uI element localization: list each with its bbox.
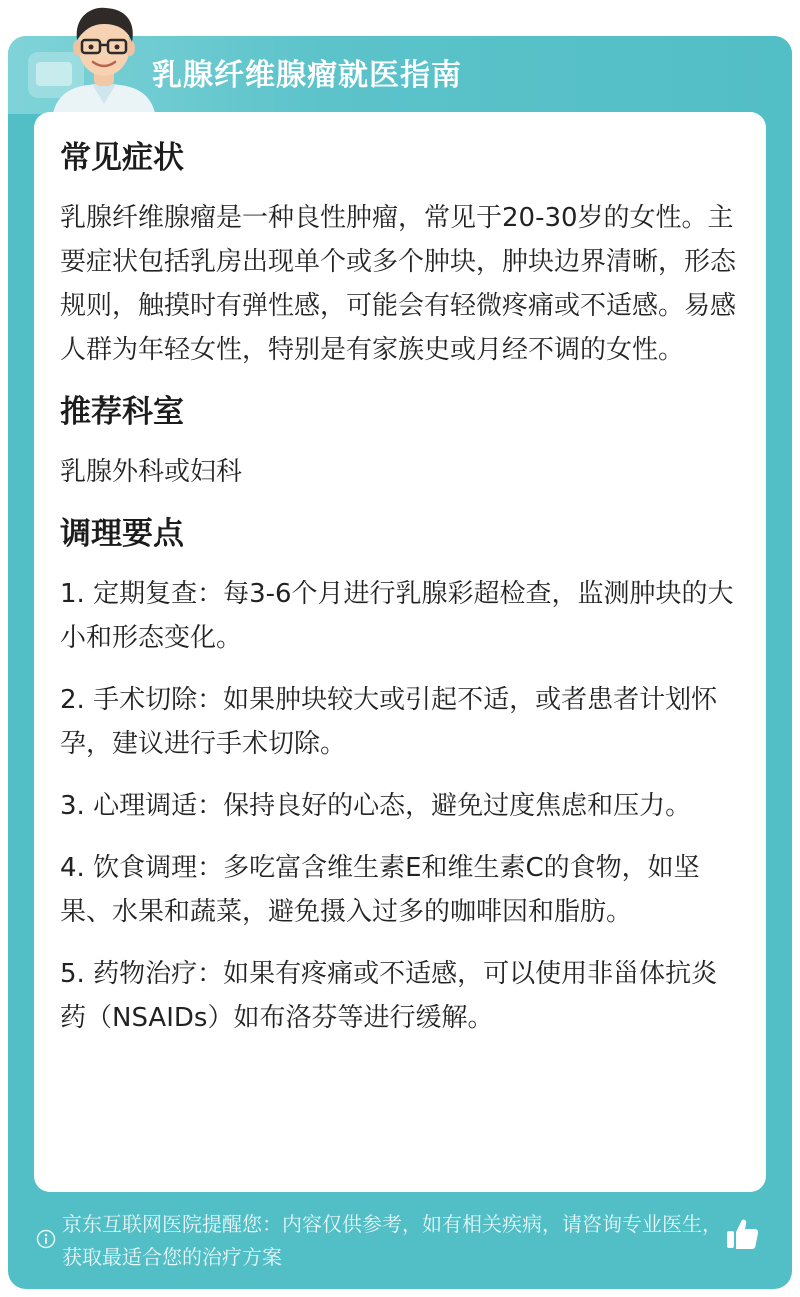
list-item: 4. 饮食调理：多吃富含维生素E和维生素C的食物，如坚果、水果和蔬菜，避免摄入过多的咖啡因和脂肪。 [60, 853, 700, 927]
info-icon [36, 1229, 56, 1249]
doctor-avatar [44, 0, 164, 118]
section-title: 调理要点 [60, 516, 184, 552]
disclaimer-text: 京东互联网医院提醒您：内容仅供参考，如有相关疾病，请咨询专业医生，获取最适合您的治疗方案 [62, 1212, 722, 1269]
section-symptoms [60, 136, 742, 372]
list-item: 3. 心理调适：保持良好的心态，避免过度焦虑和压力。 [60, 791, 692, 821]
section-title: 推荐科室 [60, 394, 184, 430]
section-paragraph: 乳腺纤维腺瘤是一种良性肿瘤，常见于20-30岁的女性。主要症状包括乳房出现单个或多个肿块，肿块边界清晰，形态规则，触摸时有弹性感，可能会有轻微疼痛或不适感。易感人群为年轻女性，特别是有家族史或月经不调的女性。 [60, 203, 737, 365]
thumbs-up-icon[interactable] [724, 1216, 760, 1252]
section-title: 常见症状 [60, 140, 184, 176]
page-title: 乳腺纤维腺瘤就医指南 [152, 58, 462, 93]
content-card [34, 112, 766, 1192]
section-department [60, 390, 742, 494]
list-item: 1. 定期复查：每3-6个月进行乳腺彩超检查，监测肿块的大小和形态变化。 [60, 579, 734, 653]
list-item: 5. 药物治疗：如果有疼痛或不适感，可以使用非甾体抗炎药（NSAIDs）如布洛芬等进行缓解。 [60, 959, 718, 1033]
list-item: 2. 手术切除：如果肿块较大或引起不适，或者患者计划怀孕，建议进行手术切除。 [60, 685, 718, 759]
section-paragraph: 乳腺外科或妇科 [60, 457, 243, 487]
section-care-points [60, 512, 742, 1040]
